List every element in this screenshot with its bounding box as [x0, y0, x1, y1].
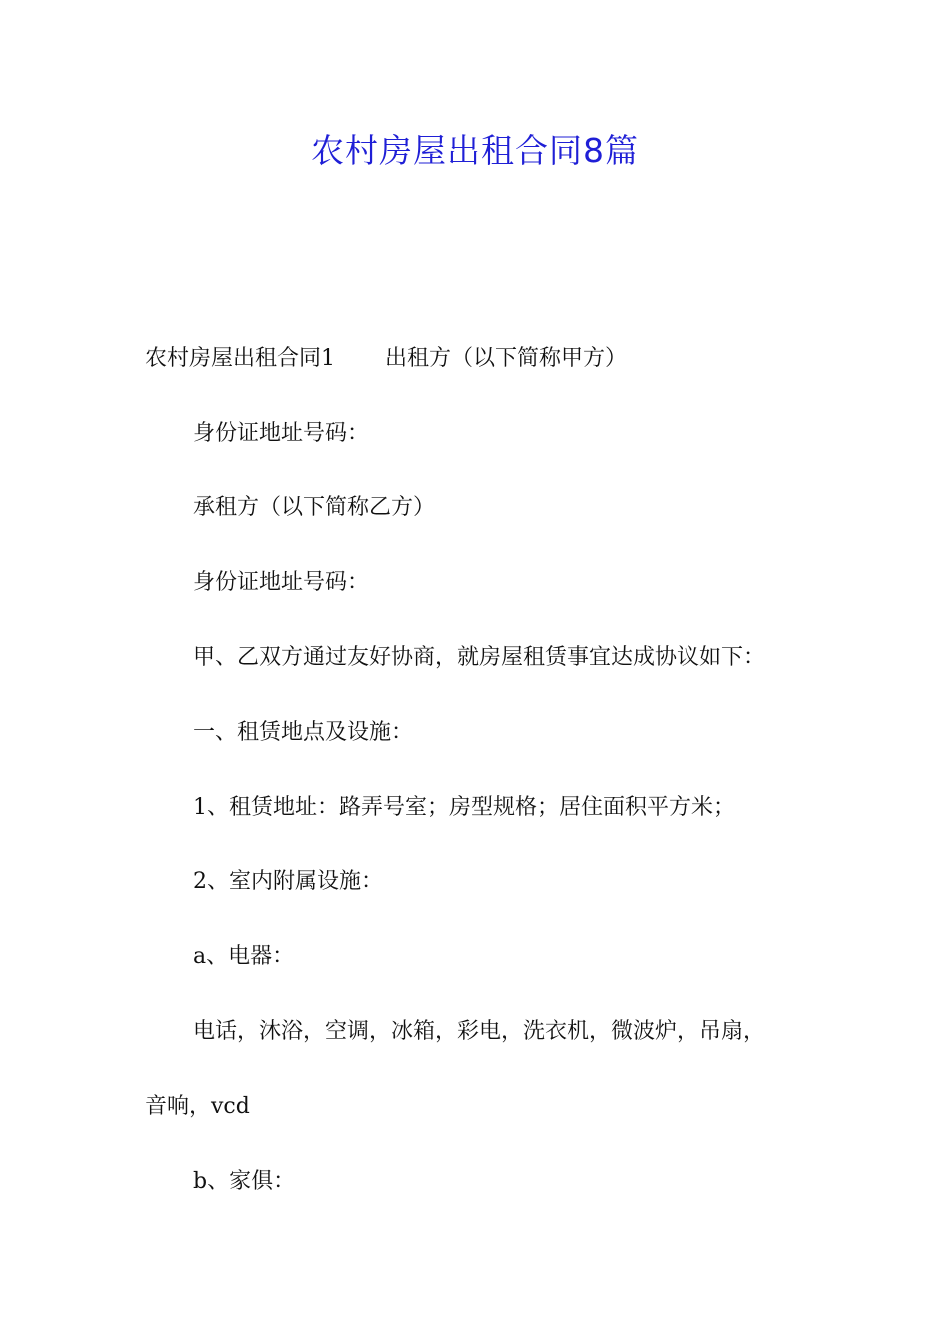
item-b-furniture: b、家俱： — [193, 1169, 296, 1194]
section-heading: 农村房屋出租合同1 — [145, 346, 335, 371]
clause-1-heading: 一、租赁地点及设施： — [193, 720, 414, 745]
lessee-line: 承租方（以下简称乙方） — [193, 495, 436, 520]
item-1-address: 1、租赁地址：路弄号室；房型规格；居住面积平方米； — [193, 795, 735, 820]
id-address-field-1: 身份证地址号码： — [193, 421, 370, 446]
lessor-line: 出租方（以下简称甲方） — [385, 346, 628, 371]
item-2-facilities: 2、室内附属设施： — [193, 869, 383, 894]
id-address-field-2: 身份证地址号码： — [193, 570, 370, 595]
item-a-appliances: a、电器： — [193, 944, 295, 969]
agreement-intro: 甲、乙双方通过友好协商，就房屋租赁事宜达成协议如下： — [193, 645, 766, 670]
document-title: 农村房屋出租合同8篇 — [311, 131, 639, 170]
appliances-list-line1: 电话，沐浴，空调，冰箱，彩电，洗衣机，微波炉，吊扇， — [193, 1019, 766, 1044]
section-heading-line — [145, 343, 835, 375]
appliances-list-line2: 音响，vcd — [145, 1094, 250, 1119]
